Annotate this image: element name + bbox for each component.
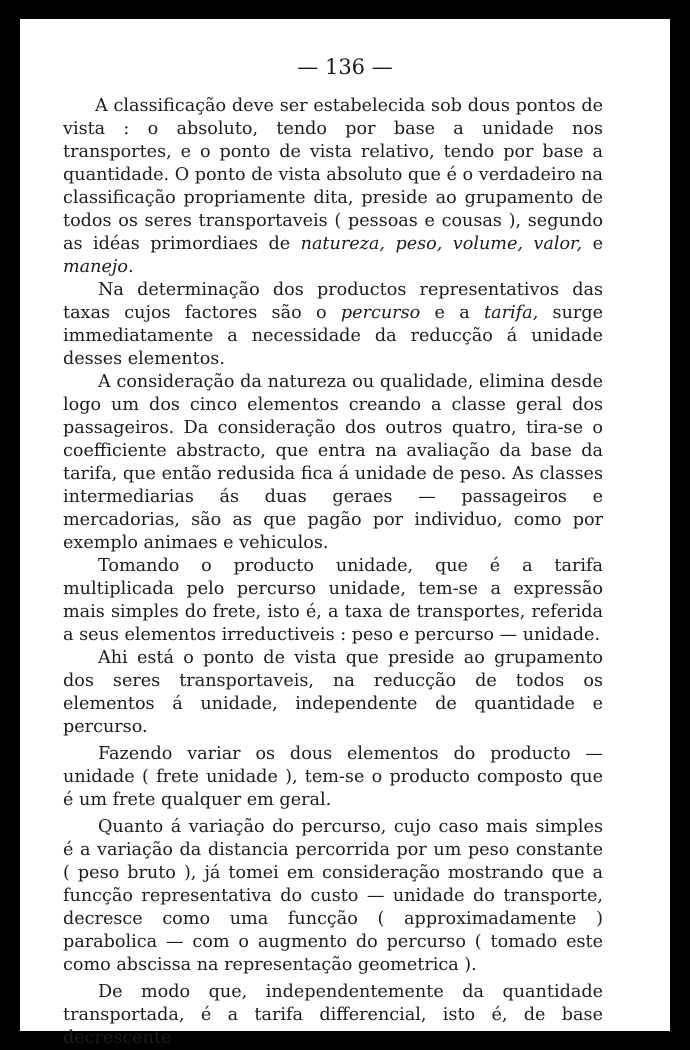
emphasis-tarifa: tarifa, [484,303,539,323]
page-number: — 136 — [297,55,393,79]
emphasis-criteria: natureza, peso, volume, valor, [300,234,583,254]
paragraph-classification: A classificação deve ser estabelecida sob dous pontos de vista : o absoluto, tendo por base a unidade nos transportes, e o ponto de vista relativo, tendo por base a quantidade. O ponto de vista absoluto que é o verdadeiro na classificação propriamente dita, preside ao grupamento de todos os seres transportaveis ( pessoas e cousas ), segundo as idéas primordiaes de natureza, peso, volume, valor, e manejo. [63,96,603,277]
paragraph-distance: Quanto á variação do percurso, cujo caso mais simples é a variação da distancia percorrida por um peso constante ( peso bruto ), já tomei em consideração mostrando que a funcção representativa do custo — unidade do transporte, decresce como uma funcção ( approximadamente ) parabolica — com o augmento do percurso ( tomado este como abscissa na representação geometrica ). [63,817,603,975]
emphasis-percurso: percurso [340,303,421,323]
paragraph-differential-tariff: De modo que, independentemente da quantidade transportada, é a tarifa differencial, isto é, de base decrescente [63,982,603,1048]
book-page [20,19,670,1048]
paragraph-determination: Na determinação dos productos representativos das taxas cujos factores são o percurso e a tarifa, surge immediatamente a necessidade da reducção á unidade desses elementos. [63,280,604,369]
paragraph-viewpoint: Ahi está o ponto de vista que preside ao grupamento dos seres transportaveis, na reducção de todos os elementos á unidade, independente de quantidade e percurso. [63,648,603,737]
emphasis-manejo: manejo [63,257,128,277]
paragraph-unit-product: Tomando o producto unidade, que é a tarifa multiplicada pelo percurso unidade, tem-se a expressão mais simples do frete, isto é, a taxa de transportes, referida a seus elementos irreductiveis : peso e percurso — unidade. [63,556,603,645]
paragraph-variation: Fazendo variar os dous elementos do producto — unidade ( frete unidade ), tem-se o producto composto que é um frete qualquer em geral. [63,744,603,810]
paragraph-nature: A consideração da natureza ou qualidade, elimina desde logo um dos cinco elementos creando a classe geral dos passageiros. Da consideração dos outros quatro, tira-se o coefficiente abstracto, que entra na avaliação da base da tarifa, que então redusida fica á unidade de peso. As classes intermediarias ás duas geraes — passageiros e mercadorias, são as que pagão por individuo, como por exemplo animaes e vehiculos. [63,372,603,553]
body-text [63,95,603,1050]
